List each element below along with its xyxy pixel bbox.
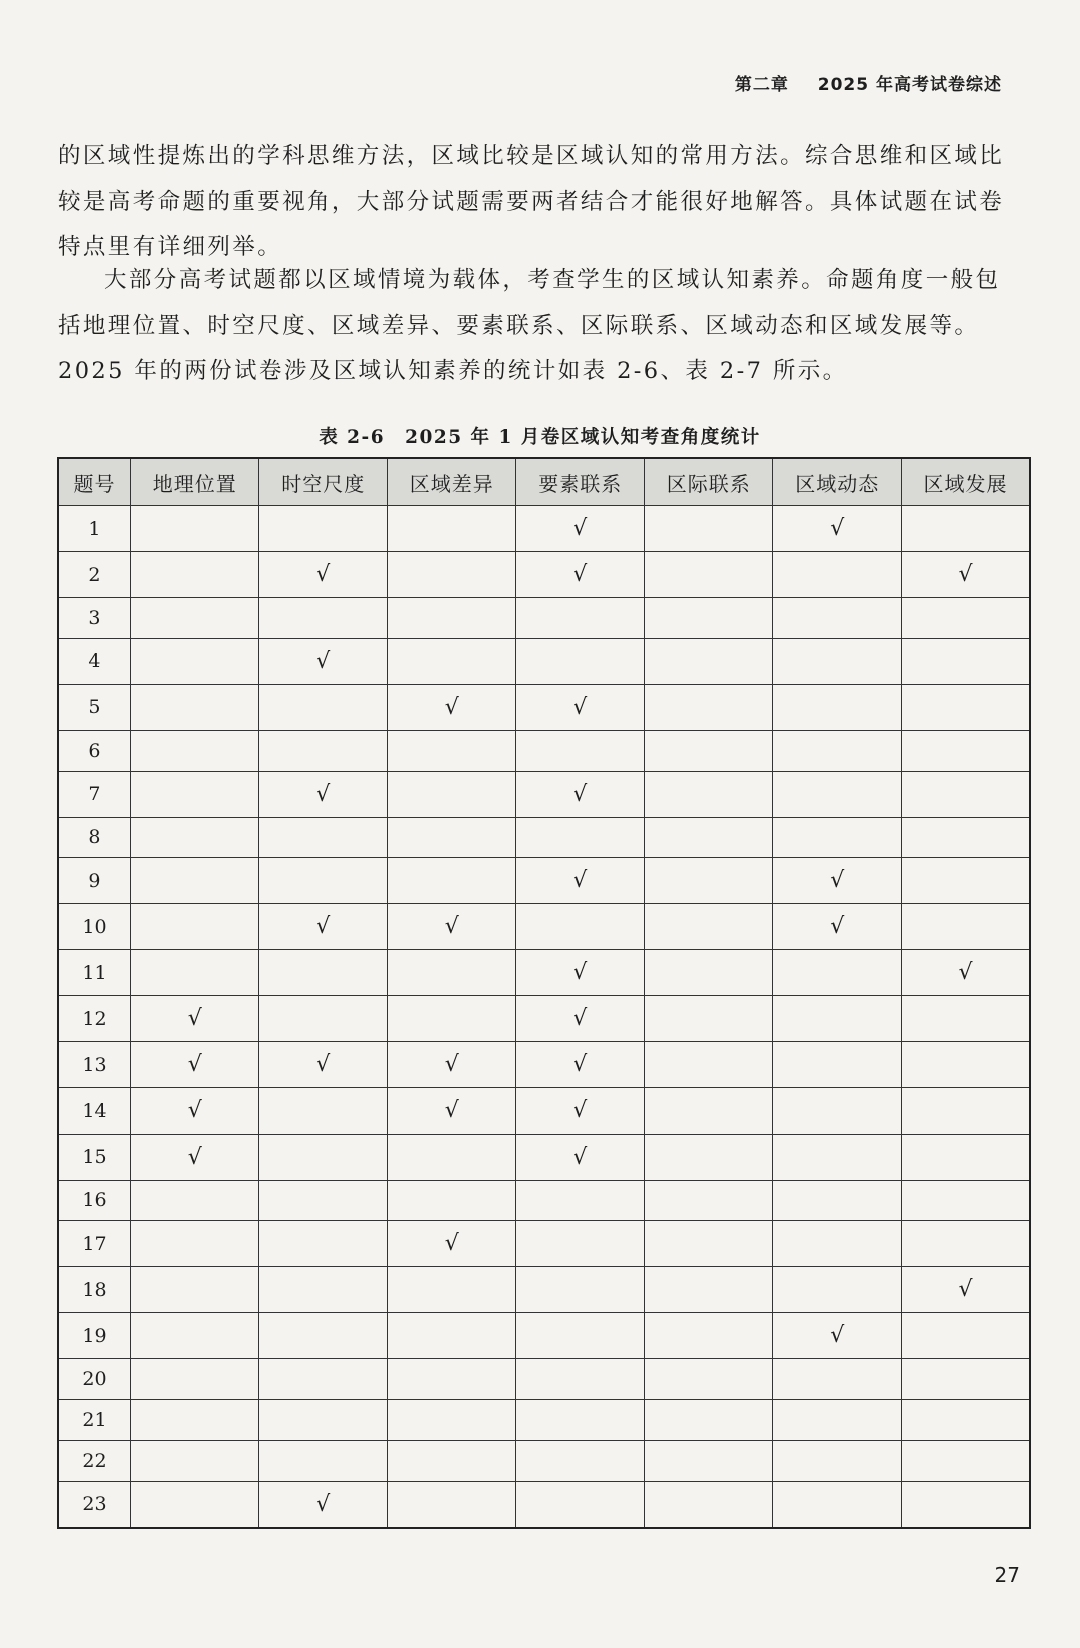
empty-cell bbox=[901, 771, 1030, 817]
header-cell: 区域动态 bbox=[773, 458, 902, 506]
empty-cell bbox=[516, 817, 645, 858]
table-row bbox=[58, 1088, 1030, 1134]
table-row bbox=[58, 1180, 1030, 1221]
question-number-cell: 12 bbox=[58, 996, 130, 1042]
empty-cell bbox=[644, 1088, 773, 1134]
check-mark-cell: √ bbox=[259, 904, 388, 950]
empty-cell bbox=[644, 638, 773, 684]
empty-cell bbox=[516, 1440, 645, 1481]
empty-cell bbox=[644, 1313, 773, 1359]
empty-cell bbox=[516, 1400, 645, 1441]
check-mark-cell: √ bbox=[516, 771, 645, 817]
empty-cell bbox=[773, 1134, 902, 1180]
empty-cell bbox=[130, 638, 259, 684]
check-mark-cell: √ bbox=[130, 1088, 259, 1134]
empty-cell bbox=[644, 771, 773, 817]
empty-cell bbox=[130, 506, 259, 552]
empty-cell bbox=[387, 552, 516, 598]
empty-cell bbox=[901, 1221, 1030, 1267]
empty-cell bbox=[644, 730, 773, 771]
empty-cell bbox=[901, 1440, 1030, 1481]
empty-cell bbox=[516, 730, 645, 771]
empty-cell bbox=[130, 1221, 259, 1267]
empty-cell bbox=[516, 1180, 645, 1221]
empty-cell bbox=[644, 1042, 773, 1088]
header-cell: 区域发展 bbox=[901, 458, 1030, 506]
table-row bbox=[58, 950, 1030, 996]
check-mark-cell: √ bbox=[773, 904, 902, 950]
empty-cell bbox=[259, 506, 388, 552]
check-mark-cell: √ bbox=[901, 1267, 1030, 1313]
check-mark-cell: √ bbox=[387, 904, 516, 950]
empty-cell bbox=[516, 638, 645, 684]
empty-cell bbox=[259, 996, 388, 1042]
empty-cell bbox=[901, 996, 1030, 1042]
table-row bbox=[58, 638, 1030, 684]
empty-cell bbox=[644, 684, 773, 730]
empty-cell bbox=[901, 858, 1030, 904]
table-row bbox=[58, 1042, 1030, 1088]
table-row bbox=[58, 1267, 1030, 1313]
table-row bbox=[58, 817, 1030, 858]
check-mark-cell: √ bbox=[259, 1481, 388, 1528]
empty-cell bbox=[644, 1134, 773, 1180]
question-number-cell: 19 bbox=[58, 1313, 130, 1359]
header-cell: 时空尺度 bbox=[259, 458, 388, 506]
empty-cell bbox=[901, 1481, 1030, 1528]
empty-cell bbox=[387, 598, 516, 639]
table-row bbox=[58, 1400, 1030, 1441]
empty-cell bbox=[130, 1267, 259, 1313]
empty-cell bbox=[259, 1221, 388, 1267]
empty-cell bbox=[644, 1267, 773, 1313]
question-number-cell: 7 bbox=[58, 771, 130, 817]
question-number-cell: 21 bbox=[58, 1400, 130, 1441]
check-mark-cell: √ bbox=[516, 858, 645, 904]
table-row bbox=[58, 996, 1030, 1042]
check-mark-cell: √ bbox=[516, 950, 645, 996]
check-mark-cell: √ bbox=[259, 771, 388, 817]
empty-cell bbox=[130, 1180, 259, 1221]
empty-cell bbox=[644, 1180, 773, 1221]
empty-cell bbox=[130, 904, 259, 950]
empty-cell bbox=[259, 1134, 388, 1180]
empty-cell bbox=[259, 1313, 388, 1359]
empty-cell bbox=[259, 684, 388, 730]
empty-cell bbox=[387, 506, 516, 552]
empty-cell bbox=[130, 1359, 259, 1400]
empty-cell bbox=[130, 858, 259, 904]
empty-cell bbox=[130, 684, 259, 730]
empty-cell bbox=[773, 996, 902, 1042]
running-header bbox=[735, 70, 1002, 95]
question-number-cell: 2 bbox=[58, 552, 130, 598]
check-mark-cell: √ bbox=[516, 1088, 645, 1134]
empty-cell bbox=[773, 950, 902, 996]
empty-cell bbox=[644, 904, 773, 950]
check-mark-cell: √ bbox=[516, 1134, 645, 1180]
table-body bbox=[58, 506, 1030, 1529]
empty-cell bbox=[773, 817, 902, 858]
empty-cell bbox=[387, 858, 516, 904]
empty-cell bbox=[387, 1180, 516, 1221]
header-cell: 地理位置 bbox=[130, 458, 259, 506]
empty-cell bbox=[901, 1180, 1030, 1221]
empty-cell bbox=[130, 817, 259, 858]
empty-cell bbox=[130, 730, 259, 771]
empty-cell bbox=[773, 1440, 902, 1481]
empty-cell bbox=[516, 1359, 645, 1400]
empty-cell bbox=[901, 684, 1030, 730]
empty-cell bbox=[901, 1313, 1030, 1359]
empty-cell bbox=[387, 1359, 516, 1400]
empty-cell bbox=[644, 858, 773, 904]
empty-cell bbox=[387, 1481, 516, 1528]
empty-cell bbox=[773, 1359, 902, 1400]
question-number-cell: 17 bbox=[58, 1221, 130, 1267]
empty-cell bbox=[259, 598, 388, 639]
table-row bbox=[58, 1359, 1030, 1400]
question-number-cell: 5 bbox=[58, 684, 130, 730]
empty-cell bbox=[259, 858, 388, 904]
table-caption: 表 2-6 2025 年 1 月卷区域认知考查角度统计 bbox=[319, 427, 761, 448]
empty-cell bbox=[130, 771, 259, 817]
check-mark-cell: √ bbox=[387, 684, 516, 730]
empty-cell bbox=[259, 1440, 388, 1481]
empty-cell bbox=[130, 552, 259, 598]
table-row bbox=[58, 598, 1030, 639]
regional-cognition-table bbox=[57, 457, 1031, 1529]
question-number-cell: 14 bbox=[58, 1088, 130, 1134]
table-row bbox=[58, 858, 1030, 904]
empty-cell bbox=[259, 817, 388, 858]
empty-cell bbox=[516, 1481, 645, 1528]
check-mark-cell: √ bbox=[516, 1042, 645, 1088]
chapter-title: 2025 年高考试卷综述 bbox=[817, 75, 1002, 95]
question-number-cell: 3 bbox=[58, 598, 130, 639]
empty-cell bbox=[773, 598, 902, 639]
empty-cell bbox=[901, 598, 1030, 639]
empty-cell bbox=[387, 1134, 516, 1180]
header-cell: 题号 bbox=[58, 458, 130, 506]
empty-cell bbox=[130, 1400, 259, 1441]
empty-cell bbox=[644, 506, 773, 552]
table-row bbox=[58, 1221, 1030, 1267]
empty-cell bbox=[644, 598, 773, 639]
table-row bbox=[58, 552, 1030, 598]
check-mark-cell: √ bbox=[387, 1042, 516, 1088]
question-number-cell: 16 bbox=[58, 1180, 130, 1221]
empty-cell bbox=[516, 904, 645, 950]
question-number-cell: 22 bbox=[58, 1440, 130, 1481]
question-number-cell: 4 bbox=[58, 638, 130, 684]
body-paragraph-2: 大部分高考试题都以区域情境为载体，考查学生的区域认知素养。命题角度一般包括地理位置、时空尺度、区域差异、要素联系、区际联系、区域动态和区域发展等。2025 年的两份试卷涉及区域认知素养的统计如表 2-6、表 2-7 所示。 bbox=[58, 267, 1001, 384]
empty-cell bbox=[901, 1134, 1030, 1180]
table-row bbox=[58, 730, 1030, 771]
empty-cell bbox=[387, 1440, 516, 1481]
check-mark-cell: √ bbox=[259, 1042, 388, 1088]
check-mark-cell: √ bbox=[516, 506, 645, 552]
empty-cell bbox=[516, 1267, 645, 1313]
check-mark-cell: √ bbox=[130, 1134, 259, 1180]
header-cell: 要素联系 bbox=[516, 458, 645, 506]
empty-cell bbox=[901, 1400, 1030, 1441]
empty-cell bbox=[901, 817, 1030, 858]
check-mark-cell: √ bbox=[130, 1042, 259, 1088]
check-mark-cell: √ bbox=[387, 1221, 516, 1267]
empty-cell bbox=[773, 684, 902, 730]
empty-cell bbox=[259, 1180, 388, 1221]
empty-cell bbox=[130, 1313, 259, 1359]
empty-cell bbox=[259, 730, 388, 771]
empty-cell bbox=[773, 1180, 902, 1221]
empty-cell bbox=[130, 598, 259, 639]
check-mark-cell: √ bbox=[901, 552, 1030, 598]
table-row bbox=[58, 771, 1030, 817]
question-number-cell: 23 bbox=[58, 1481, 130, 1528]
empty-cell bbox=[130, 950, 259, 996]
empty-cell bbox=[901, 1088, 1030, 1134]
empty-cell bbox=[901, 1359, 1030, 1400]
table-row bbox=[58, 1440, 1030, 1481]
table-row bbox=[58, 506, 1030, 552]
question-number-cell: 15 bbox=[58, 1134, 130, 1180]
empty-cell bbox=[130, 1440, 259, 1481]
empty-cell bbox=[773, 1267, 902, 1313]
check-mark-cell: √ bbox=[516, 996, 645, 1042]
empty-cell bbox=[516, 1313, 645, 1359]
empty-cell bbox=[644, 817, 773, 858]
empty-cell bbox=[387, 730, 516, 771]
header-cell: 区域差异 bbox=[387, 458, 516, 506]
empty-cell bbox=[387, 1267, 516, 1313]
empty-cell bbox=[259, 1267, 388, 1313]
empty-cell bbox=[644, 1221, 773, 1267]
empty-cell bbox=[644, 996, 773, 1042]
check-mark-cell: √ bbox=[516, 552, 645, 598]
empty-cell bbox=[644, 1400, 773, 1441]
empty-cell bbox=[387, 771, 516, 817]
table-row bbox=[58, 904, 1030, 950]
empty-cell bbox=[387, 996, 516, 1042]
empty-cell bbox=[644, 552, 773, 598]
empty-cell bbox=[773, 730, 902, 771]
check-mark-cell: √ bbox=[387, 1088, 516, 1134]
empty-cell bbox=[644, 1359, 773, 1400]
empty-cell bbox=[773, 1042, 902, 1088]
table-row bbox=[58, 1313, 1030, 1359]
empty-cell bbox=[773, 1400, 902, 1441]
body-paragraph-1: 的区域性提炼出的学科思维方法，区域比较是区域认知的常用方法。综合思维和区域比较是高考命题的重要视角，大部分试题需要两者结合才能很好地解答。具体试题在试卷特点里有详细列举。 bbox=[58, 143, 1005, 260]
empty-cell bbox=[773, 638, 902, 684]
question-number-cell: 11 bbox=[58, 950, 130, 996]
question-number-cell: 9 bbox=[58, 858, 130, 904]
empty-cell bbox=[130, 1481, 259, 1528]
question-number-cell: 1 bbox=[58, 506, 130, 552]
table-row bbox=[58, 684, 1030, 730]
table-row bbox=[58, 1134, 1030, 1180]
empty-cell bbox=[644, 1440, 773, 1481]
table-header-row bbox=[58, 458, 1030, 506]
question-number-cell: 8 bbox=[58, 817, 130, 858]
check-mark-cell: √ bbox=[259, 638, 388, 684]
check-mark-cell: √ bbox=[773, 858, 902, 904]
check-mark-cell: √ bbox=[130, 996, 259, 1042]
empty-cell bbox=[387, 638, 516, 684]
empty-cell bbox=[259, 1359, 388, 1400]
question-number-cell: 20 bbox=[58, 1359, 130, 1400]
check-mark-cell: √ bbox=[259, 552, 388, 598]
question-number-cell: 13 bbox=[58, 1042, 130, 1088]
empty-cell bbox=[387, 817, 516, 858]
question-number-cell: 18 bbox=[58, 1267, 130, 1313]
chapter-label: 第二章 bbox=[734, 75, 789, 95]
check-mark-cell: √ bbox=[773, 1313, 902, 1359]
empty-cell bbox=[773, 1221, 902, 1267]
question-number-cell: 6 bbox=[58, 730, 130, 771]
check-mark-cell: √ bbox=[901, 950, 1030, 996]
empty-cell bbox=[644, 1481, 773, 1528]
empty-cell bbox=[516, 1221, 645, 1267]
header-cell: 区际联系 bbox=[644, 458, 773, 506]
check-mark-cell: √ bbox=[773, 506, 902, 552]
empty-cell bbox=[773, 771, 902, 817]
empty-cell bbox=[901, 730, 1030, 771]
empty-cell bbox=[259, 950, 388, 996]
empty-cell bbox=[644, 950, 773, 996]
empty-cell bbox=[901, 638, 1030, 684]
empty-cell bbox=[259, 1400, 388, 1441]
question-number-cell: 10 bbox=[58, 904, 130, 950]
empty-cell bbox=[773, 1481, 902, 1528]
empty-cell bbox=[901, 904, 1030, 950]
page-number: 27 bbox=[994, 1563, 1020, 1587]
check-mark-cell: √ bbox=[516, 684, 645, 730]
empty-cell bbox=[901, 506, 1030, 552]
empty-cell bbox=[901, 1042, 1030, 1088]
table-row bbox=[58, 1481, 1030, 1528]
empty-cell bbox=[773, 1088, 902, 1134]
empty-cell bbox=[773, 552, 902, 598]
empty-cell bbox=[387, 1313, 516, 1359]
empty-cell bbox=[387, 950, 516, 996]
empty-cell bbox=[516, 598, 645, 639]
empty-cell bbox=[387, 1400, 516, 1441]
empty-cell bbox=[259, 1088, 388, 1134]
